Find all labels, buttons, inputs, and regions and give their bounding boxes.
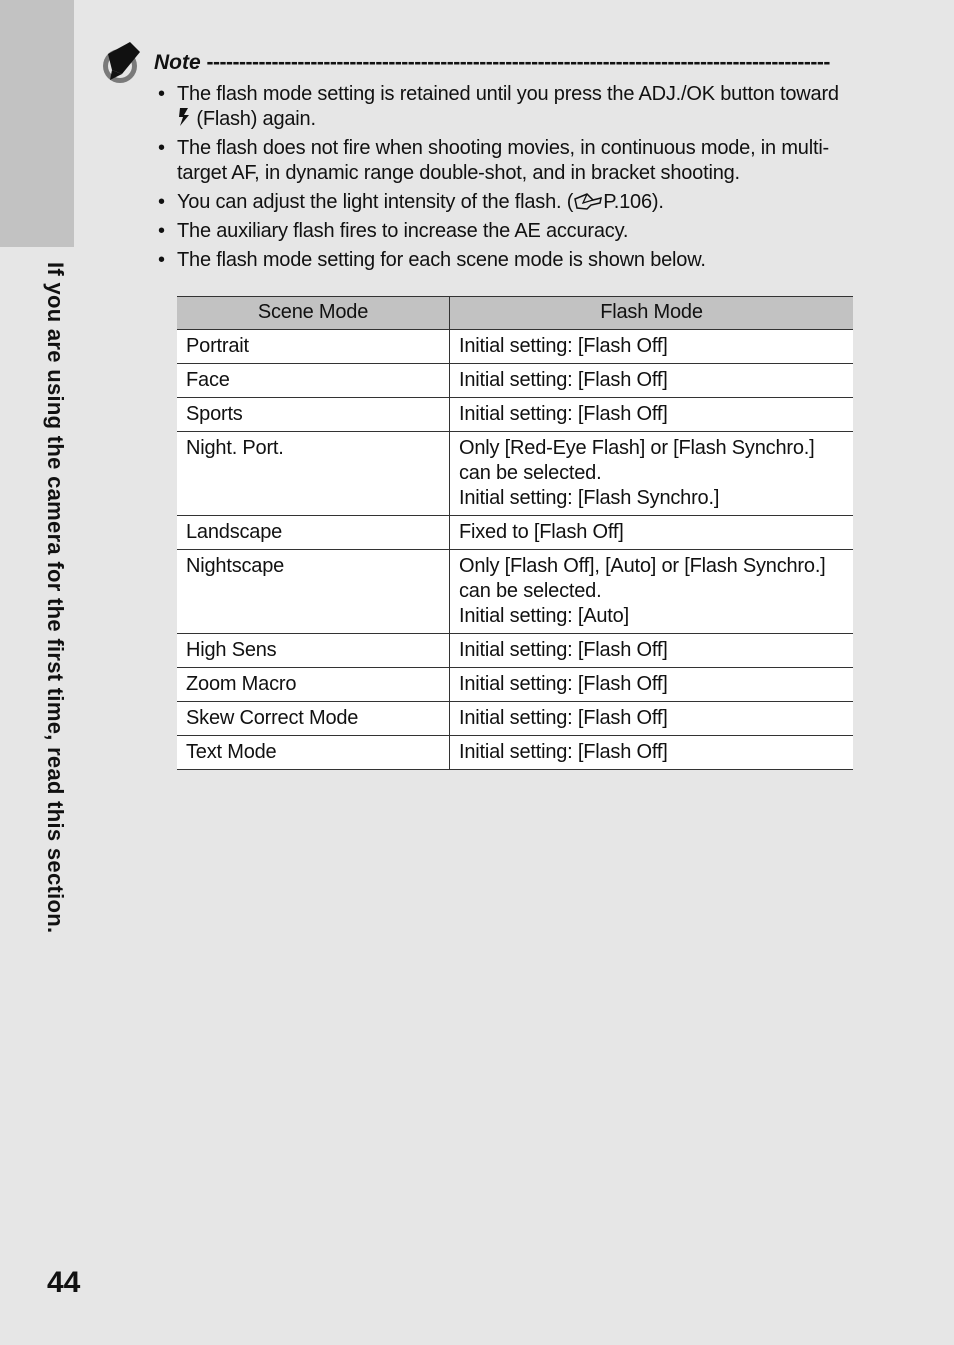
flash-mode-line: Initial setting: [Flash Off] <box>459 673 668 695</box>
column-header-scene-mode: Scene Mode <box>177 297 450 330</box>
flash-icon <box>177 107 191 127</box>
scene-mode-cell: Night. Port. <box>177 432 450 516</box>
note-header <box>154 50 854 76</box>
table-row <box>177 398 853 432</box>
flash-mode-line: Only [Red-Eye Flash] or [Flash Synchro.] can be selected. <box>459 437 815 484</box>
page-number: 44 <box>47 1266 81 1299</box>
table-row <box>177 432 853 516</box>
flash-mode-line: Initial setting: [Flash Off] <box>459 369 668 391</box>
scene-mode-cell: Landscape <box>177 516 450 550</box>
flash-mode-cell <box>450 702 854 736</box>
flash-mode-cell <box>450 398 854 432</box>
flash-mode-cell <box>450 364 854 398</box>
scene-mode-cell: Portrait <box>177 330 450 364</box>
flash-mode-line: Initial setting: [Auto] <box>459 605 629 627</box>
flash-mode-cell <box>450 550 854 634</box>
list-item: • The flash mode setting for each scene mode is shown below. <box>158 249 706 271</box>
scene-mode-cell: Nightscape <box>177 550 450 634</box>
flash-mode-cell <box>450 330 854 364</box>
section-side-label: If you are using the camera for the first time, read this section. <box>43 262 68 934</box>
note-bullet-list <box>158 82 858 277</box>
table-row <box>177 668 853 702</box>
list-item: • The flash mode setting is retained until you press the ADJ./OK button toward (Flash) again. <box>158 83 839 130</box>
scene-mode-cell: Zoom Macro <box>177 668 450 702</box>
flash-mode-cell <box>450 516 854 550</box>
table-row <box>177 634 853 668</box>
table-header-row <box>177 297 853 330</box>
flash-mode-cell <box>450 634 854 668</box>
flash-mode-cell <box>450 668 854 702</box>
note-title: Note <box>154 51 201 74</box>
table-row <box>177 364 853 398</box>
table-row <box>177 702 853 736</box>
page-reference-icon <box>573 191 603 211</box>
table-row <box>177 736 853 770</box>
flash-mode-line: Initial setting: [Flash Off] <box>459 403 668 425</box>
flash-mode-line: Initial setting: [Flash Synchro.] <box>459 487 720 509</box>
scene-mode-cell: Skew Correct Mode <box>177 702 450 736</box>
flash-mode-line: Initial setting: [Flash Off] <box>459 335 668 357</box>
note-pencil-icon <box>100 40 144 86</box>
flash-mode-cell <box>450 432 854 516</box>
scene-mode-cell: Sports <box>177 398 450 432</box>
table-body <box>177 330 853 770</box>
list-item: • The flash does not fire when shooting movies, in continuous mode, in multi-target AF, in dynamic range double-shot, and in bracket shooting. <box>158 137 830 184</box>
column-header-flash-mode: Flash Mode <box>450 297 854 330</box>
list-item: • The auxiliary flash fires to increase the AE accuracy. <box>158 220 629 242</box>
list-item: • You can adjust the light intensity of the flash. ( P.106). <box>158 191 664 213</box>
scene-mode-cell: Text Mode <box>177 736 450 770</box>
flash-mode-line: Initial setting: [Flash Off] <box>459 639 668 661</box>
flash-mode-line: Only [Flash Off], [Auto] or [Flash Synchro.] can be selected. <box>459 555 826 602</box>
flash-mode-cell <box>450 736 854 770</box>
scene-flash-table <box>177 296 853 770</box>
scene-mode-cell: High Sens <box>177 634 450 668</box>
side-tab <box>0 0 74 247</box>
note-dashes: ------------------------------------------------------------------------------------------------ <box>206 51 830 74</box>
scene-mode-cell: Face <box>177 364 450 398</box>
flash-mode-line: Initial setting: [Flash Off] <box>459 707 668 729</box>
table-row <box>177 516 853 550</box>
table-row <box>177 330 853 364</box>
table-row <box>177 550 853 634</box>
flash-mode-line: Initial setting: [Flash Off] <box>459 741 668 763</box>
flash-mode-line: Fixed to [Flash Off] <box>459 521 624 543</box>
